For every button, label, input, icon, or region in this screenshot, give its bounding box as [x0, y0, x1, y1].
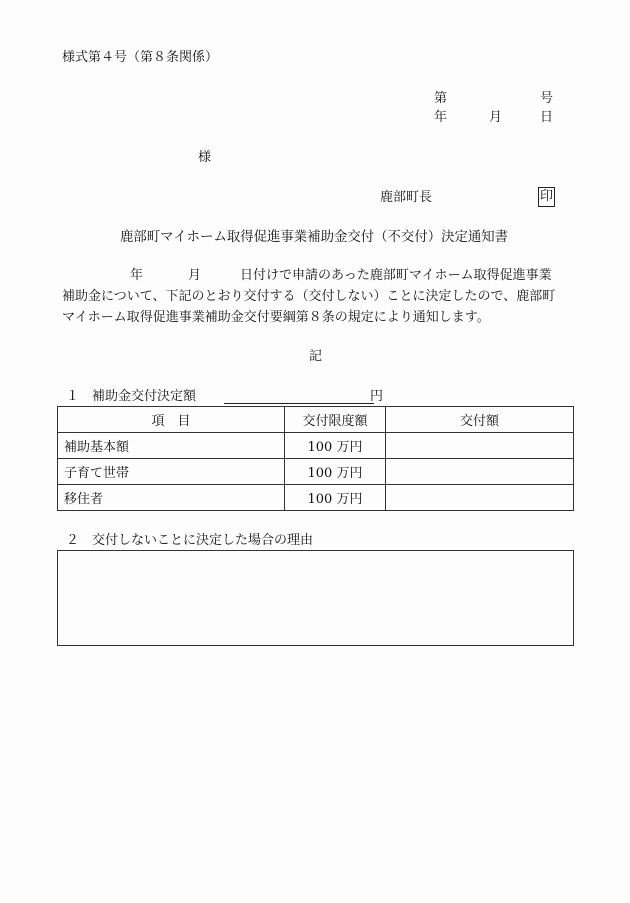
- table-header-row: [58, 407, 574, 433]
- section1-unit: 円: [370, 389, 384, 404]
- section1-label: １ 補助金交付決定額: [66, 389, 197, 404]
- date-day: 日: [540, 110, 554, 125]
- row-item: 子育て世帯: [58, 459, 285, 485]
- header-limit: 交付限度額: [285, 407, 386, 433]
- row-amount[interactable]: [386, 485, 574, 511]
- seal-mark: 印: [538, 187, 555, 207]
- row-amount[interactable]: [386, 459, 574, 485]
- row-item: 移住者: [58, 485, 285, 511]
- row-amount[interactable]: [386, 433, 574, 459]
- table-row: [58, 485, 574, 511]
- row-limit: 100 万円: [285, 485, 386, 511]
- amount-underline: [224, 403, 374, 404]
- row-item: 補助基本額: [58, 433, 285, 459]
- reason-box[interactable]: [57, 550, 574, 646]
- table-row: [58, 459, 574, 485]
- ki-heading: 記: [309, 349, 323, 364]
- number-suffix: 号: [540, 91, 554, 106]
- subsidy-table: [57, 406, 574, 511]
- body-year: 年: [130, 268, 144, 283]
- date-year: 年: [434, 110, 448, 125]
- row-limit: 100 万円: [285, 459, 386, 485]
- body-line-3: マイホーム取得促進事業補助金交付要綱第８条の規定により通知します。: [62, 310, 490, 325]
- header-amount: 交付額: [386, 407, 574, 433]
- date-month: 月: [489, 110, 503, 125]
- body-month: 月: [188, 268, 202, 283]
- number-prefix: 第: [434, 91, 448, 106]
- issuer: 鹿部町長: [380, 190, 433, 205]
- body-line-1: 日付けで申請のあった鹿部町マイホーム取得促進事業: [240, 268, 552, 283]
- row-limit: 100 万円: [285, 433, 386, 459]
- section2-label: ２ 交付しないことに決定した場合の理由: [66, 533, 314, 548]
- addressee-suffix: 様: [198, 150, 212, 165]
- body-line-2: 補助金について、下記のとおり交付する（交付しない）ことに決定したので、鹿部町: [62, 289, 556, 304]
- document-title: 鹿部町マイホーム取得促進事業補助金交付（不交付）決定通知書: [120, 230, 509, 245]
- header-item: 項 目: [58, 407, 285, 433]
- table-row: [58, 433, 574, 459]
- form-number: 様式第４号（第８条関係）: [62, 50, 219, 65]
